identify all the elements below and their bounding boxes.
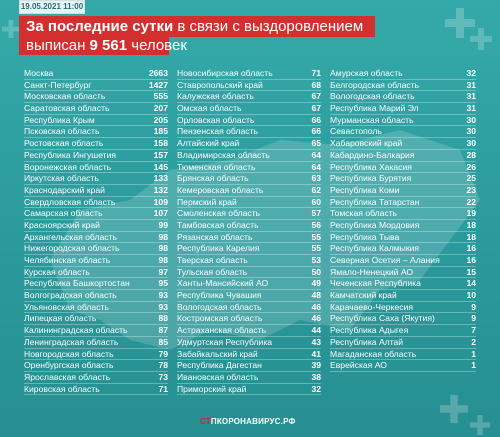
recovered-count: 9 [471, 313, 476, 324]
recovered-count: 19 [466, 208, 476, 219]
region-name: Самарская область [24, 208, 103, 219]
recovered-count: 56 [311, 219, 321, 230]
region-row [24, 302, 168, 314]
region-row [330, 80, 476, 92]
region-name: Республика Дагестан [177, 360, 262, 371]
region-row [330, 220, 476, 232]
region-name: Республика Калмыкия [330, 243, 420, 254]
recovered-count: 71 [311, 68, 321, 78]
recovered-count: 67 [311, 103, 321, 114]
region-name: Новгородская область [24, 348, 114, 359]
region-row [177, 313, 321, 325]
region-name: Северная Осетия – Алания [330, 255, 440, 265]
region-name: Тульская область [177, 266, 248, 277]
recovered-count: 60 [311, 196, 321, 207]
region-name: Хабаровский край [330, 138, 403, 149]
region-name: Республика Башкортостан [24, 278, 130, 289]
recovered-count: 26 [466, 161, 476, 172]
recovered-count: 49 [311, 278, 321, 289]
recovered-count: 14 [466, 278, 476, 289]
recovered-count: 41 [311, 348, 321, 359]
region-row [177, 208, 321, 220]
recovered-count: 87 [158, 325, 168, 336]
region-row [24, 360, 168, 372]
recovered-count: 205 [153, 114, 168, 125]
recovered-count: 22 [466, 196, 476, 207]
recovered-count: 64 [311, 161, 321, 172]
recovered-count: 133 [153, 173, 168, 184]
page-subtitle: выписан 9 561 человек [26, 37, 187, 54]
region-name: Республика Адыгея [330, 325, 409, 336]
region-row [177, 150, 321, 162]
region-row [177, 267, 321, 279]
region-name: Костромская область [177, 313, 263, 324]
region-name: Мурманская область [330, 114, 414, 125]
region-row [177, 103, 321, 115]
region-row [24, 138, 168, 150]
recovered-count: 157 [153, 149, 168, 160]
region-name: Амурская область [330, 68, 403, 78]
region-name: Москва [24, 68, 54, 78]
recovered-count: 31 [466, 91, 476, 102]
region-row [24, 68, 168, 80]
region-column-3 [330, 68, 476, 372]
recovered-count: 9 [471, 301, 476, 312]
region-name: Тюменская область [177, 161, 256, 172]
region-row [330, 337, 476, 349]
region-name: Пермский край [177, 196, 237, 207]
recovered-count: 1427 [148, 79, 168, 90]
region-row [24, 103, 168, 115]
recovered-count: 98 [158, 231, 168, 242]
region-row [24, 208, 168, 220]
region-row [177, 126, 321, 138]
recovered-count: 28 [466, 149, 476, 160]
region-name: Республика Коми [330, 184, 400, 195]
recovered-count: 99 [158, 219, 168, 230]
region-row [177, 162, 321, 174]
region-row [24, 243, 168, 255]
recovered-count: 18 [466, 231, 476, 242]
region-row [330, 173, 476, 185]
recovered-count: 78 [158, 360, 168, 371]
region-row [330, 302, 476, 314]
region-row [330, 349, 476, 361]
medical-cross-icon [470, 415, 490, 435]
recovered-count: 145 [153, 161, 168, 172]
region-row [330, 138, 476, 150]
recovered-count: 16 [466, 255, 476, 265]
region-name: Курская область [24, 266, 90, 277]
row-divider [330, 371, 476, 372]
recovered-count: 48 [311, 290, 321, 301]
region-name: Алтайский край [177, 138, 240, 149]
region-name: Омская область [177, 103, 242, 114]
region-row [177, 349, 321, 361]
medical-cross-icon [440, 395, 468, 423]
region-name: Оренбургская область [24, 360, 114, 371]
recovered-count: 10 [466, 290, 476, 301]
recovered-count: 38 [311, 371, 321, 382]
region-name: Смоленская область [177, 208, 261, 219]
region-row [177, 337, 321, 349]
region-row [330, 126, 476, 138]
region-row [24, 255, 168, 267]
region-name: Краснодарский край [24, 184, 105, 195]
recovered-count: 44 [311, 325, 321, 336]
region-name: Калининградская область [24, 325, 128, 336]
region-name: Удмуртская Республика [177, 336, 273, 347]
region-row [177, 360, 321, 372]
region-name: Республика Хакасия [330, 161, 412, 172]
recovered-count: 55 [311, 231, 321, 242]
region-name: Нижегородская область [24, 243, 120, 254]
recovered-count: 85 [158, 336, 168, 347]
region-name: Калужская область [177, 91, 254, 102]
region-name: Кировская область [24, 383, 100, 394]
recovered-count: 98 [158, 255, 168, 265]
region-name: Тверская область [177, 255, 248, 265]
region-row [330, 243, 476, 255]
region-row [24, 162, 168, 174]
page-title: За последние сутки в связи с выздоровлением [26, 18, 364, 35]
region-row [24, 372, 168, 384]
region-name: Республика Тыва [330, 231, 400, 242]
region-row [330, 115, 476, 127]
region-row [24, 267, 168, 279]
recovered-count: 95 [158, 278, 168, 289]
region-name: Карачаево-Черкесия [330, 301, 413, 312]
recovered-count: 46 [311, 313, 321, 324]
region-name: Рязанская область [177, 231, 253, 242]
region-row [330, 208, 476, 220]
recovered-count: 16 [466, 243, 476, 254]
region-row [330, 313, 476, 325]
region-name: Ростовская область [24, 138, 104, 149]
region-name: Республика Чувашия [177, 290, 262, 301]
region-row [24, 325, 168, 337]
region-name: Белгородская область [330, 79, 420, 90]
region-name: Свердловская область [24, 196, 116, 207]
region-name: Ленинградская область [24, 336, 119, 347]
region-name: Вологодская область [177, 301, 262, 312]
recovered-count: 79 [158, 348, 168, 359]
region-row [330, 103, 476, 115]
region-name: Брянская область [177, 173, 249, 184]
row-divider [177, 394, 321, 395]
recovered-count: 88 [158, 313, 168, 324]
recovered-count: 15 [466, 266, 476, 277]
recovered-count: 2663 [148, 68, 168, 78]
region-row [177, 278, 321, 290]
region-name: Псковская область [24, 126, 100, 137]
region-row [330, 325, 476, 337]
region-name: Владимирская область [177, 149, 270, 160]
recovered-count: 66 [311, 114, 321, 125]
region-row [177, 372, 321, 384]
region-name: Воронежская область [24, 161, 112, 172]
region-row [330, 232, 476, 244]
recovered-count: 185 [153, 126, 168, 137]
recovered-count: 50 [311, 266, 321, 277]
region-row [330, 290, 476, 302]
recovered-count: 64 [311, 149, 321, 160]
recovered-count: 57 [311, 208, 321, 219]
region-name: Иркутская область [24, 173, 99, 184]
region-name: Тамбовская область [177, 219, 259, 230]
region-name: Челябинская область [24, 255, 111, 265]
region-row [24, 126, 168, 138]
recovered-count: 30 [466, 138, 476, 149]
recovered-count: 73 [158, 371, 168, 382]
region-row [177, 91, 321, 103]
region-name: Республика Татарстан [330, 196, 420, 207]
region-row [177, 185, 321, 197]
recovered-count: 207 [153, 103, 168, 114]
region-name: Кемеровская область [177, 184, 264, 195]
region-name: Ярославская область [24, 371, 111, 382]
recovered-count: 30 [466, 114, 476, 125]
recovered-count: 46 [311, 301, 321, 312]
recovered-count: 109 [153, 196, 168, 207]
region-row [177, 173, 321, 185]
region-column-1 [24, 68, 168, 395]
region-name: Ивановская область [177, 371, 259, 382]
region-row [24, 290, 168, 302]
region-name: Еврейская АО [330, 360, 387, 371]
region-row [177, 290, 321, 302]
region-name: Орловская область [177, 114, 255, 125]
region-name: Республика Алтай [330, 336, 404, 347]
region-row [330, 150, 476, 162]
recovered-count: 43 [311, 336, 321, 347]
region-name: Севастополь [330, 126, 382, 137]
region-row [24, 173, 168, 185]
recovered-count: 2 [471, 336, 476, 347]
region-row [24, 150, 168, 162]
region-row [24, 185, 168, 197]
region-row [24, 91, 168, 103]
row-divider [24, 394, 168, 395]
recovered-count: 55 [311, 243, 321, 254]
recovered-count: 97 [158, 266, 168, 277]
recovered-count: 18 [466, 219, 476, 230]
region-row [177, 243, 321, 255]
region-row [177, 220, 321, 232]
region-name: Республика Крым [24, 114, 95, 125]
region-name: Приморский край [177, 383, 247, 394]
region-row [24, 197, 168, 209]
recovered-count: 53 [311, 255, 321, 265]
region-row [330, 255, 476, 267]
region-name: Республика Марий Эл [330, 103, 419, 114]
region-row [24, 220, 168, 232]
region-row [330, 360, 476, 372]
recovered-count: 7 [471, 325, 476, 336]
region-row [330, 197, 476, 209]
region-name: Ханты-Мансийский АО [177, 278, 269, 289]
region-row [330, 267, 476, 279]
region-column-2 [177, 68, 321, 395]
region-name: Республика Мордовия [330, 219, 420, 230]
region-row [177, 80, 321, 92]
region-name: Волгоградская область [24, 290, 117, 301]
region-row [330, 68, 476, 80]
recovered-count: 71 [158, 383, 168, 394]
recovered-count: 66 [311, 126, 321, 137]
region-row [177, 197, 321, 209]
region-name: Астраханская область [177, 325, 267, 336]
region-row [24, 80, 168, 92]
recovered-count: 107 [153, 208, 168, 219]
recovered-count: 555 [153, 91, 168, 102]
region-row [24, 337, 168, 349]
recovered-count: 32 [311, 383, 321, 394]
region-name: Московская область [24, 91, 106, 102]
recovered-count: 32 [466, 68, 476, 78]
region-row [24, 278, 168, 290]
recovered-count: 65 [311, 138, 321, 149]
region-row [177, 325, 321, 337]
region-name: Чеченская Республика [330, 278, 421, 289]
region-name: Архангельская область [24, 231, 117, 242]
recovered-count: 39 [311, 360, 321, 371]
region-row [24, 115, 168, 127]
region-row [177, 115, 321, 127]
region-row [24, 313, 168, 325]
recovered-count: 63 [311, 173, 321, 184]
date-badge: 19.05.2021 11:00 [19, 0, 85, 14]
region-name: Вологодская область [330, 91, 415, 102]
region-row [330, 185, 476, 197]
region-name: Саратовская область [24, 103, 110, 114]
region-name: Республика Карелия [177, 243, 260, 254]
medical-cross-icon [470, 28, 492, 50]
medical-cross-icon [2, 20, 20, 38]
recovered-count: 1 [471, 348, 476, 359]
region-row [24, 349, 168, 361]
region-name: Пензенская область [177, 126, 258, 137]
recovered-count: 67 [311, 91, 321, 102]
region-name: Республика Бурятия [330, 173, 412, 184]
recovered-count: 132 [153, 184, 168, 195]
region-name: Красноярский край [24, 219, 100, 230]
recovered-count: 23 [466, 184, 476, 195]
recovered-count: 25 [466, 173, 476, 184]
region-row [330, 278, 476, 290]
region-name: Санкт-Петербург [24, 79, 92, 90]
region-name: Магаданская область [330, 348, 417, 359]
region-name: Камчатский край [330, 290, 397, 301]
region-name: Ставропольский край [177, 79, 263, 90]
recovered-count: 62 [311, 184, 321, 195]
region-name: Кабардино-Балкария [330, 149, 415, 160]
region-row [177, 138, 321, 150]
region-row [177, 302, 321, 314]
region-row [330, 162, 476, 174]
region-row [177, 232, 321, 244]
region-row [177, 384, 321, 396]
recovered-count: 30 [466, 126, 476, 137]
recovered-count: 158 [153, 138, 168, 149]
recovered-count: 1 [471, 360, 476, 371]
region-name: Липецкая область [24, 313, 97, 324]
region-name: Ямало-Ненецкий АО [330, 266, 414, 277]
recovered-count: 31 [466, 79, 476, 90]
footer-brand: СТПКОРОНАВИРУС.РФ [200, 417, 296, 426]
region-row [177, 68, 321, 80]
recovered-count: 93 [158, 290, 168, 301]
recovered-count: 98 [158, 243, 168, 254]
region-row [24, 384, 168, 396]
region-name: Республика Ингушетия [24, 149, 117, 160]
region-name: Республика Саха (Якутия) [330, 313, 435, 324]
recovered-count: 31 [466, 103, 476, 114]
region-name: Забайкальский край [177, 348, 258, 359]
region-name: Новосибирская область [177, 68, 273, 78]
region-row [177, 255, 321, 267]
region-name: Ульяновская область [24, 301, 109, 312]
recovered-count: 93 [158, 301, 168, 312]
region-row [330, 91, 476, 103]
region-name: Томская область [330, 208, 398, 219]
region-row [24, 232, 168, 244]
recovered-count: 68 [311, 79, 321, 90]
